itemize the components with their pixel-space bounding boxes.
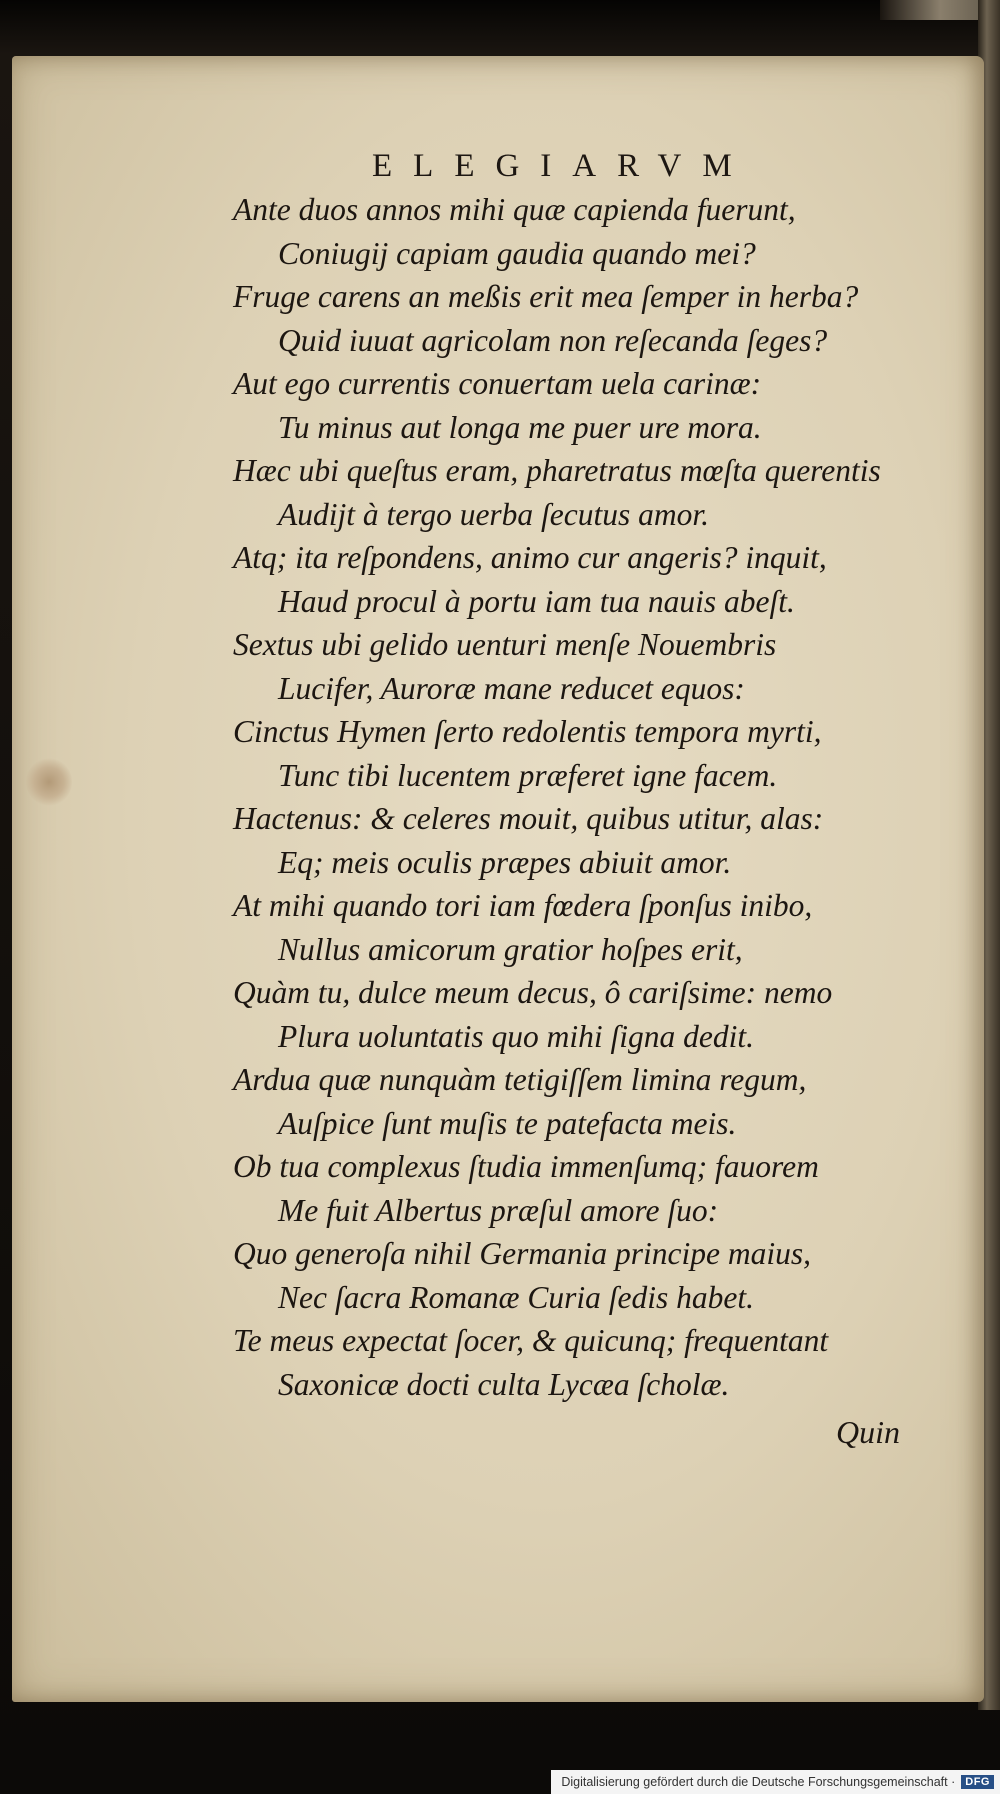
verse-line: Audijt à tergo uerba ſecutus amor. [278,496,710,532]
verse-line: Quo generoſa nihil Germania principe maius, [233,1236,812,1271]
verse-line: Ardua quæ nunquàm tetigiſſem limina regum, [233,1062,807,1097]
verse-line: Fruge carens an meßis erit mea ſemper in herba? [233,279,859,314]
paper-stain [26,758,72,806]
verse-block [233,188,881,1406]
verse-line: Coniugij capiam gaudia quando mei? [278,235,756,271]
verse-line: Nec ſacra Romanæ Curia ſedis habet. [278,1279,754,1315]
verse-line: Me fuit Albertus præſul amore ſuo: [278,1192,719,1228]
verse-line: Sextus ubi gelido uenturi menſe Nouembris [233,627,777,662]
verse-line: Lucifer, Auroræ mane reducet equos: [278,670,745,706]
verse-line: Hæc ubi queſtus eram, pharetratus mœſta querentis [233,453,881,488]
verse-line: Haud procul à portu iam tua nauis abeſt. [278,583,795,619]
verse-line: Te meus expectat ſocer, & quicunq; frequentant [233,1323,829,1358]
verse-line: Ante duos annos mihi quæ capienda fuerunt, [233,192,796,227]
verse-line: Tu minus aut longa me puer ure mora. [278,409,762,445]
verse-line: Aut ego currentis conuertam uela carinæ: [233,366,762,401]
verse-line: Nullus amicorum gratior hoſpes erit, [278,931,743,967]
funding-notice-text: Digitalisierung gefördert durch die Deutsche Forschungsgemeinschaft · [561,1775,956,1789]
verse-line: At mihi quando tori iam fœdera ſponſus inibo, [233,888,813,923]
verse-line: Quàm tu, dulce meum decus, ô cariſsime: nemo [233,975,833,1010]
verse-line: Tunc tibi lucentem præferet igne facem. [278,757,778,793]
verse-line: Atq; ita reſpondens, animo cur angeris? inquit, [233,540,827,575]
catchword: Quin [836,1414,900,1450]
verse-line: Plura uoluntatis quo mihi ſigna dedit. [278,1018,755,1054]
running-head: ELEGIARVM [372,148,753,184]
dfg-logo: DFG [961,1775,994,1789]
verse-line: Cinctus Hymen ſerto redolentis tempora myrti, [233,714,822,749]
verse-line: Auſpice ſunt muſis te patefacta meis. [278,1105,737,1141]
verse-line: Eq; meis oculis præpes abiuit amor. [278,844,732,880]
verse-line: Ob tua complexus ſtudia immenſumq; fauorem [233,1149,819,1184]
funding-notice-bar [551,1770,1000,1794]
verse-line: Quid iuuat agricolam non reſecanda ſeges? [278,322,828,358]
verse-line: Hactenus: & celeres mouit, quibus utitur, alas: [233,801,824,836]
verse-line: Saxonicæ docti culta Lycæa ſcholæ. [278,1366,730,1402]
